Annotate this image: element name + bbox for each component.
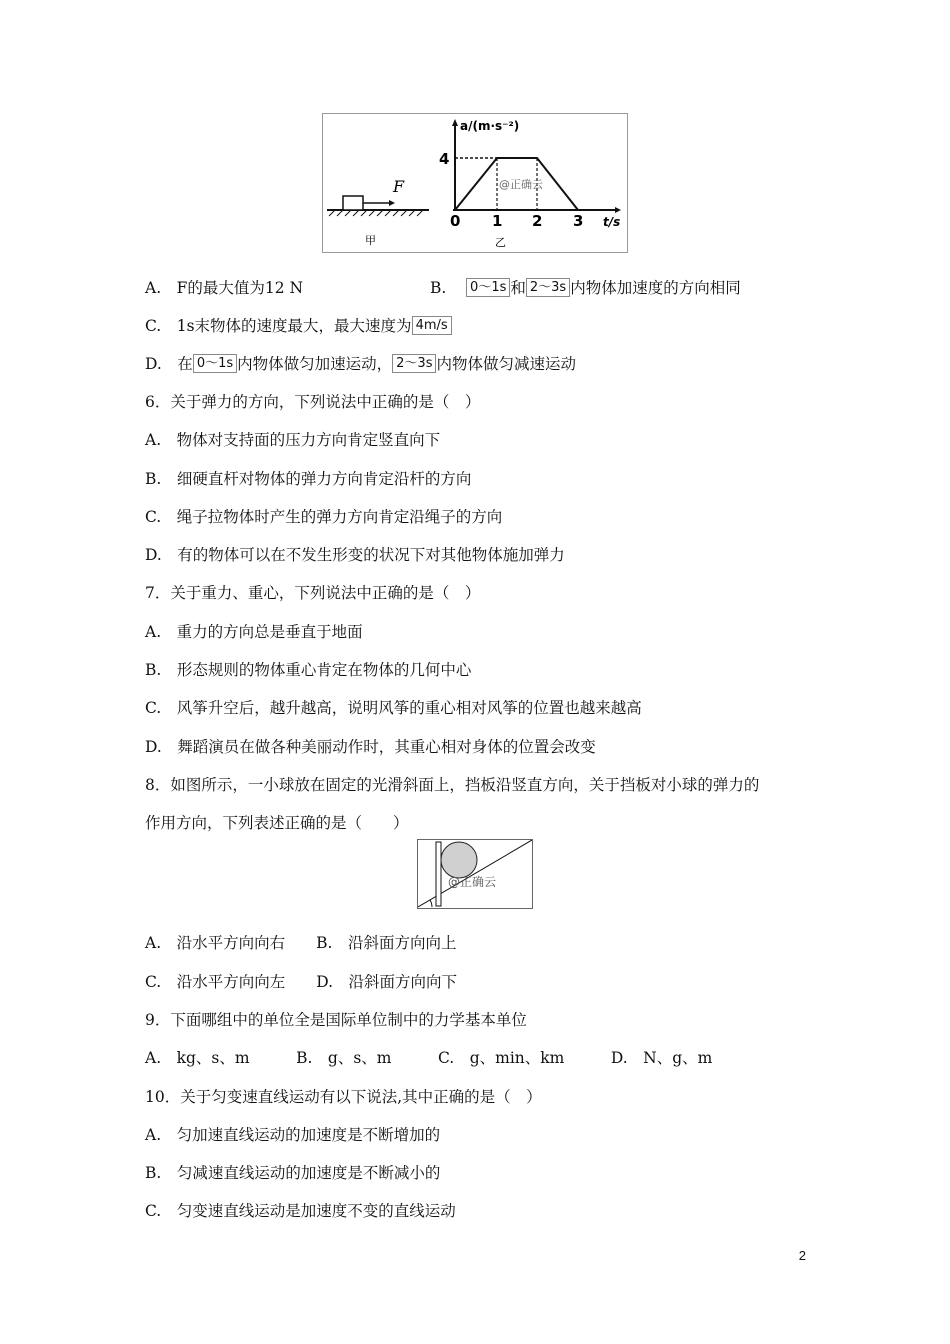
- x-axis-arrow: [615, 207, 621, 213]
- x-tick-3: 3: [573, 212, 584, 230]
- q10-stem: 10．关于匀变速直线运动有以下说法,其中正确的是（ ）: [145, 1088, 542, 1106]
- q10-option-b: B. 匀减速直线运动的加速度是不断减小的: [145, 1164, 441, 1182]
- q9-options: A. kg、s、m B. g、s、m C. g、min、km D. N、g、m: [145, 1049, 713, 1067]
- q10-option-a: A. 匀加速直线运动的加速度是不断增加的: [145, 1126, 441, 1144]
- q5-option-d: [145, 353, 576, 375]
- incline-svg: [418, 840, 532, 908]
- q5-b-prefix: B.: [430, 279, 447, 297]
- vertical-baffle: [436, 842, 441, 906]
- incline-line: [418, 840, 532, 907]
- q5-d-prefix: D. 在: [145, 355, 193, 373]
- q8-stem-line2: 作用方向，下列表述正确的是（ ）: [145, 814, 409, 832]
- q5-d-suffix: 内物体做匀减速运动: [436, 355, 576, 373]
- q7-option-c: C. 风筝升空后，越升越高，说明风筝的重心相对风筝的位置也越来越高: [145, 699, 642, 717]
- q8-options-ab: A. 沿水平方向向右 B. 沿斜面方向向上: [145, 934, 457, 952]
- q6-option-d: D. 有的物体可以在不发生形变的状况下对其他物体施加弹力: [145, 546, 565, 564]
- q5-option-c: [145, 315, 452, 337]
- q5-b-mid: 和: [510, 279, 526, 297]
- figure-block-and-at-graph: [322, 113, 628, 253]
- force-label: F: [393, 177, 405, 196]
- watermark: @正确云: [448, 875, 497, 889]
- q5-b-tag1: 0～1s: [466, 278, 510, 297]
- q5-d-tag2: 2～3s: [392, 354, 436, 373]
- y-axis-label: a/(m·s⁻²): [460, 119, 520, 133]
- caption-left: 甲: [365, 234, 376, 247]
- figure-svg: [323, 114, 627, 252]
- y-tick-4: 4: [439, 150, 450, 168]
- q5-d-tag1: 0～1s: [193, 354, 237, 373]
- figure-ball-on-incline: [417, 839, 533, 909]
- q6-option-b: B. 细硬直杆对物体的弹力方向肯定沿杆的方向: [145, 470, 472, 488]
- q7-stem: 7．关于重力、重心，下列说法中正确的是（ ）: [145, 584, 481, 602]
- q5-d-mid: 内物体做匀加速运动，: [237, 355, 393, 373]
- q5-c-prefix: C. 1s末物体的速度最大，最大速度为: [145, 317, 412, 335]
- caption-right: 乙: [495, 236, 506, 249]
- q5-option-b: [430, 277, 741, 299]
- x-axis-label: t/s: [603, 215, 621, 229]
- page-number: 2: [798, 1248, 806, 1263]
- x-tick-1: 1: [492, 212, 503, 230]
- angle-arc: [430, 900, 432, 907]
- block: [343, 196, 363, 210]
- q8-stem-line1: 8．如图所示，一小球放在固定的光滑斜面上，挡板沿竖直方向，关于挡板对小球的弹力的: [145, 776, 760, 794]
- watermark: @正确云: [499, 178, 543, 191]
- q6-stem: 6．关于弹力的方向，下列说法中正确的是（ ）: [145, 393, 481, 411]
- q10-option-c: C. 匀变速直线运动是加速度不变的直线运动: [145, 1202, 456, 1220]
- q6-option-c: C. 绳子拉物体时产生的弹力方向肯定沿绳子的方向: [145, 508, 503, 526]
- q5-b-suffix: 内物体加速度的方向相同: [570, 279, 741, 297]
- q7-option-b: B. 形态规则的物体重心肯定在物体的几何中心: [145, 661, 472, 679]
- y-axis-arrow: [452, 119, 458, 126]
- q6-option-a: A. 物体对支持面的压力方向肯定竖直向下: [145, 431, 441, 449]
- x-tick-2: 2: [532, 212, 543, 230]
- ball: [441, 842, 477, 878]
- q7-option-a: A. 重力的方向总是垂直于地面: [145, 623, 363, 641]
- q7-option-d: D. 舞蹈演员在做各种美丽动作时，其重心相对身体的位置会改变: [145, 738, 596, 756]
- q5-c-tag: 4m/s: [412, 316, 452, 335]
- q9-stem: 9．下面哪组中的单位全是国际单位制中的力学基本单位: [145, 1011, 527, 1029]
- q5-option-a: A. F的最大值为12 N: [145, 279, 304, 297]
- force-arrowhead: [389, 200, 395, 206]
- q8-options-cd: C. 沿水平方向向左 D. 沿斜面方向向下: [145, 973, 458, 991]
- q5-b-tag2: 2～3s: [526, 278, 570, 297]
- x-tick-0: 0: [450, 212, 461, 230]
